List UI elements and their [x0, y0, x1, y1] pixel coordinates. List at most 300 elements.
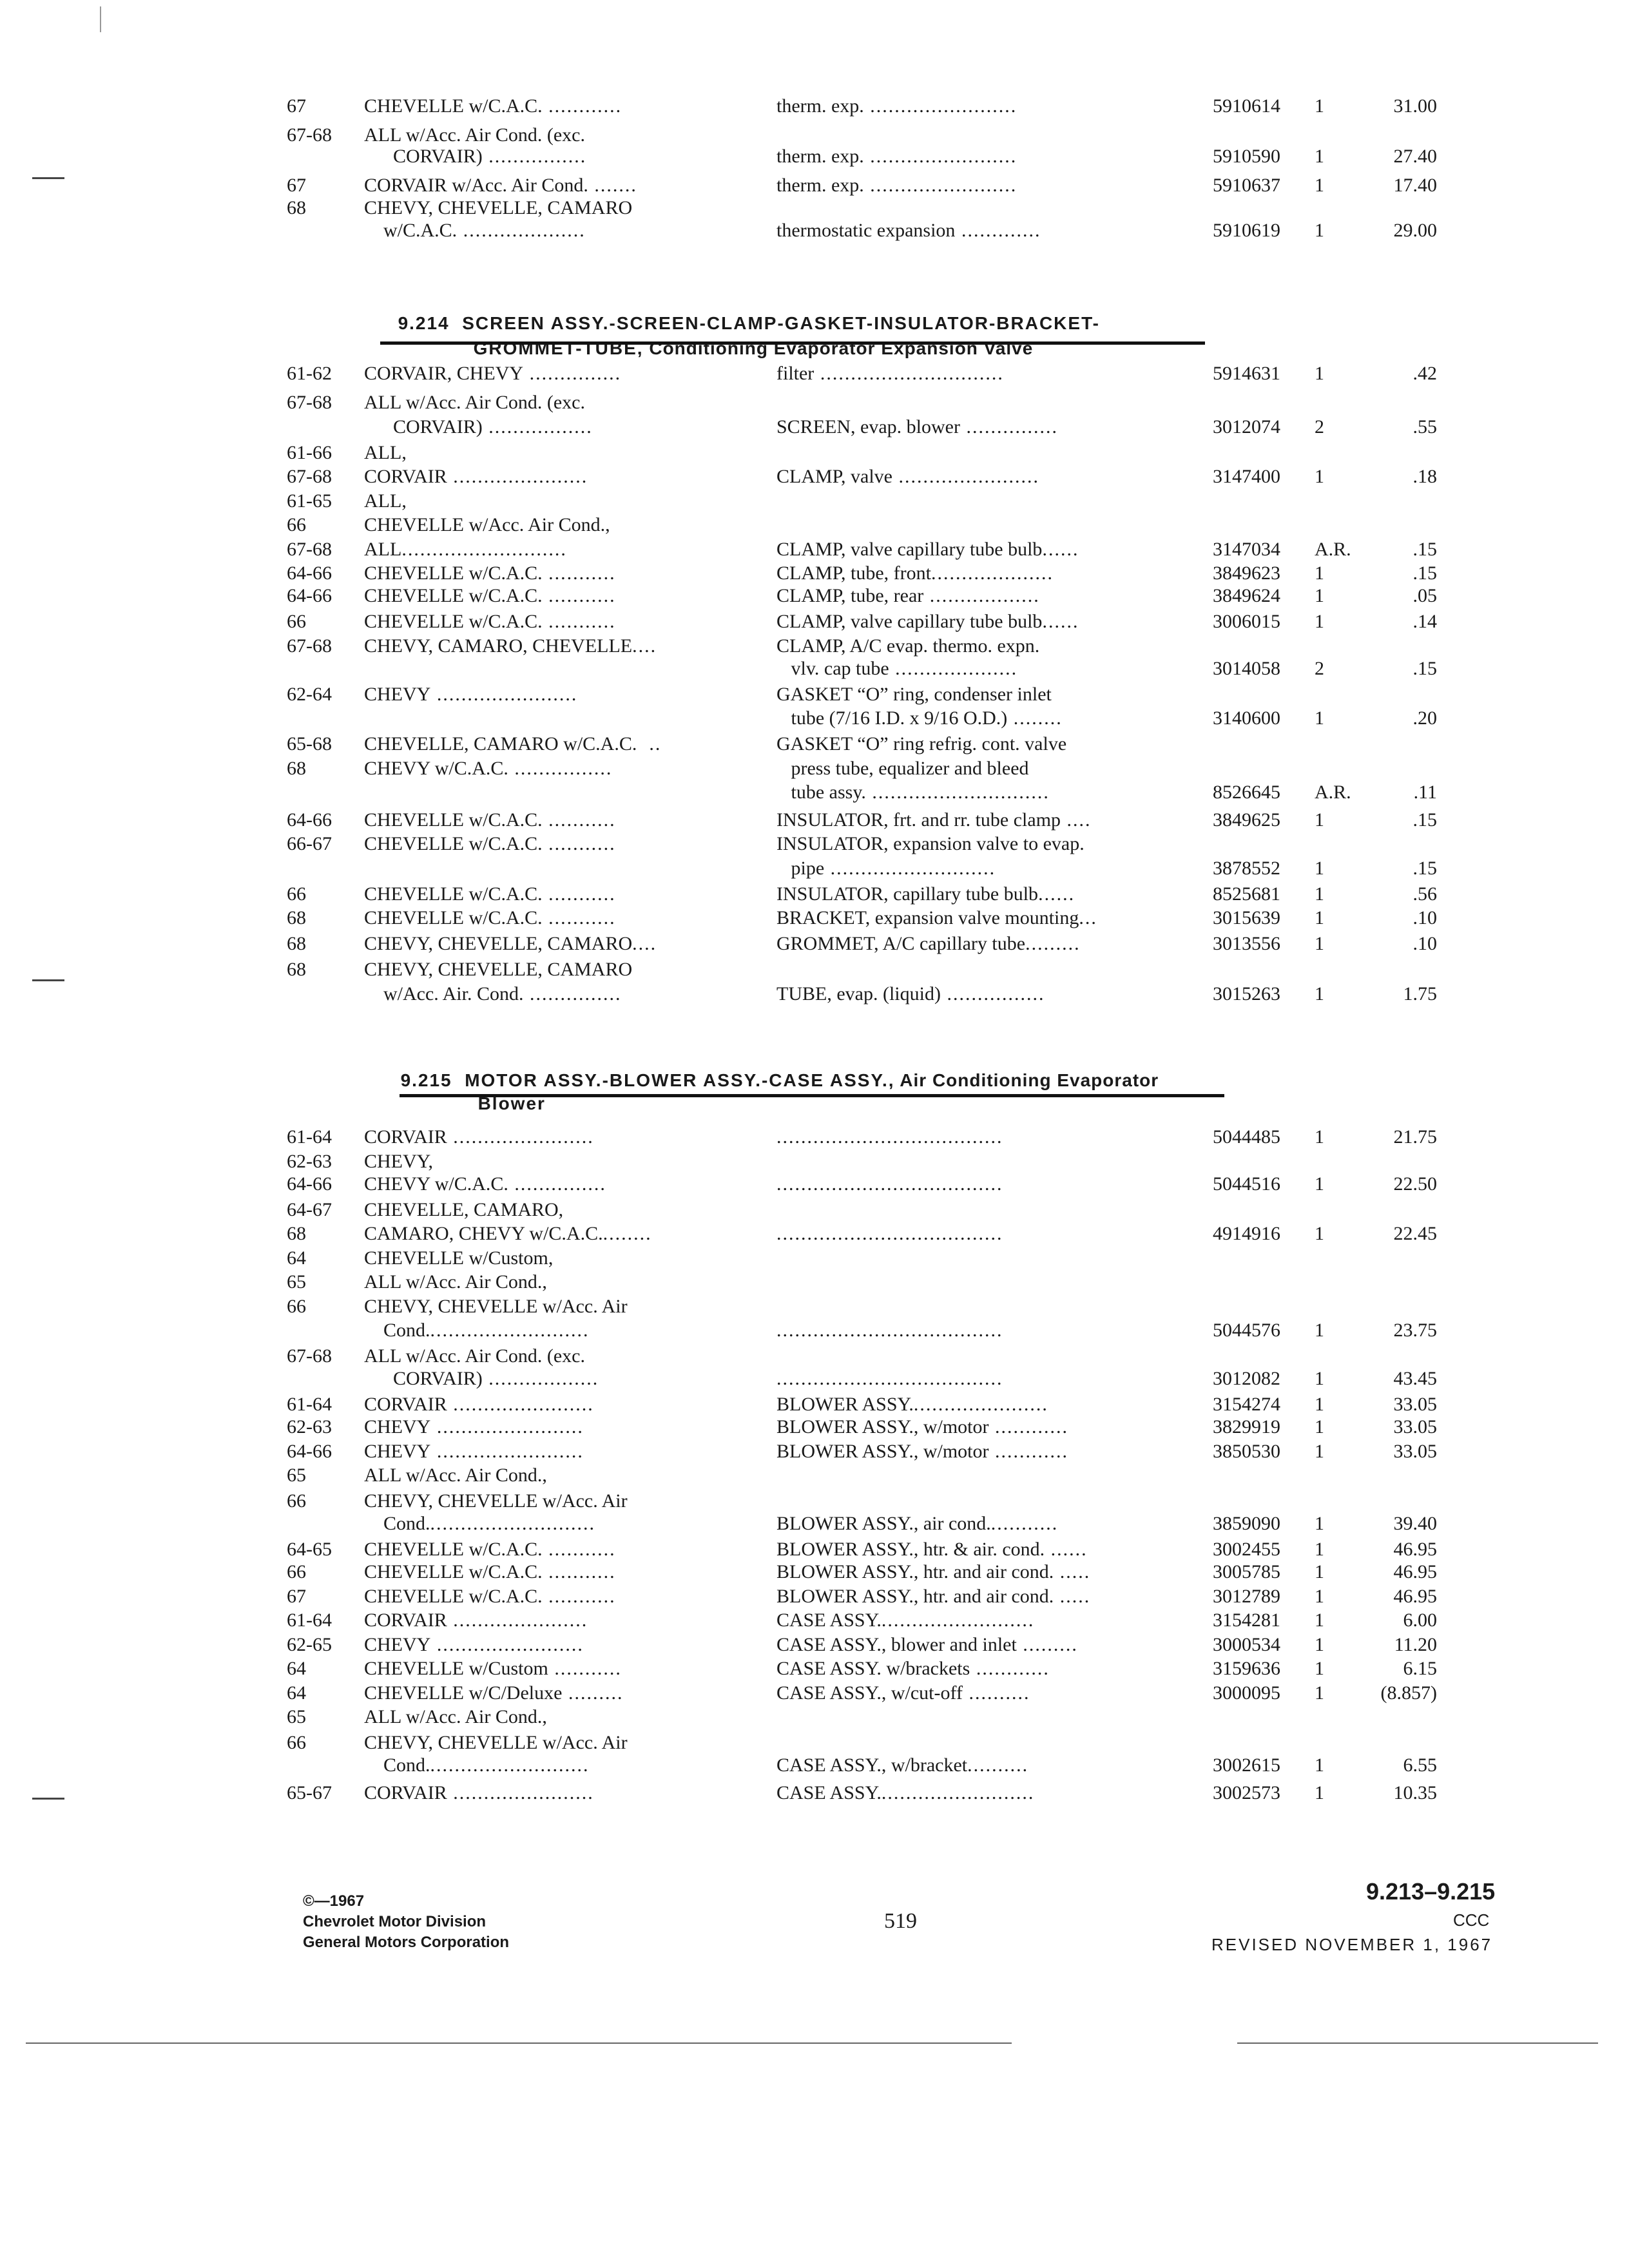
model-text: ALL w/Acc. Air Cond. (exc.: [364, 1345, 585, 1367]
desc-cell: [776, 1656, 1050, 1682]
year-cell: 66: [287, 1732, 306, 1753]
table-row: [0, 981, 1629, 1007]
part-number-cell: 3829919: [1213, 1416, 1280, 1437]
model-cell: [364, 1439, 584, 1465]
table-row: [0, 1488, 1629, 1514]
qty-cell: 1: [1315, 1126, 1324, 1148]
leader-dots: ..................: [482, 1368, 599, 1389]
price-cell: 6.55: [1403, 1754, 1437, 1776]
model-cell: [364, 1632, 584, 1658]
table-row: [0, 93, 1629, 119]
desc-text: CASE ASSY. w/brackets: [776, 1658, 970, 1679]
leader-dots: ....: [632, 933, 657, 954]
margin-tick: [100, 6, 101, 32]
part-number-cell: 5044516: [1213, 1173, 1280, 1195]
desc-cell: [776, 1366, 1003, 1392]
leader-dots: .......: [588, 175, 637, 196]
table-row: [0, 1780, 1629, 1806]
desc-text: tube (7/16 I.D. x 9/16 O.D.): [776, 707, 1008, 729]
part-number-cell: 3147034: [1213, 539, 1280, 560]
model-cell: [364, 561, 616, 586]
leader-dots: ...........: [542, 1561, 616, 1582]
model-cell: [364, 1488, 628, 1514]
price-cell: .05: [1412, 585, 1437, 606]
model-cell: [364, 1753, 590, 1778]
model-cell: [364, 1366, 599, 1392]
division-name: Chevrolet Motor Division: [303, 1913, 487, 1930]
leader-dots: ...........: [548, 1658, 622, 1679]
publisher-block: [303, 1891, 509, 1953]
price-cell: 39.40: [1393, 1513, 1437, 1534]
model-text: CHEVELLE w/C.A.C.: [364, 611, 543, 632]
model-text: CORVAIR: [364, 1394, 447, 1415]
leader-dots: ...........................: [401, 539, 567, 560]
model-cell: [364, 173, 637, 198]
leader-dots: .......................: [430, 684, 578, 705]
model-text: CHEVELLE w/C.A.C.: [364, 883, 543, 905]
part-number-cell: 3015639: [1213, 907, 1280, 928]
part-number-cell: 3859090: [1213, 1513, 1280, 1534]
part-number-cell: 3002573: [1213, 1782, 1280, 1803]
table-row: [0, 1656, 1629, 1682]
desc-text: therm. exp.: [776, 175, 864, 196]
price-cell: 10.35: [1393, 1782, 1437, 1803]
leader-dots: ....................: [457, 220, 586, 241]
year-cell: 66: [287, 514, 306, 535]
table-row: [0, 1366, 1629, 1392]
section-title-line2: GROMMET-TUBE,: [473, 338, 644, 358]
model-text: CHEVELLE w/C.A.C.: [364, 907, 543, 928]
desc-cell: [776, 981, 1045, 1007]
year-cell: 62-65: [287, 1634, 332, 1655]
model-cell: [364, 957, 632, 983]
part-number-cell: 3012789: [1213, 1586, 1280, 1607]
year-cell: 68: [287, 959, 306, 980]
corporation-name: General Motors Corporation: [303, 1934, 510, 1951]
model-text: w/C.A.C.: [364, 220, 458, 241]
model-text: CHEVELLE w/C.A.C.: [364, 1561, 543, 1582]
model-text: CHEVY, CHEVELLE w/Acc. Air: [364, 1490, 628, 1512]
part-number-cell: 3147400: [1213, 466, 1280, 487]
table-row: [0, 1269, 1629, 1295]
model-text: ALL: [364, 539, 402, 560]
section-rule: [380, 341, 1205, 345]
table-row: [0, 856, 1629, 881]
table-row: [0, 144, 1629, 169]
model-text: CHEVY: [364, 1634, 431, 1655]
part-number-cell: 5044485: [1213, 1126, 1280, 1148]
model-cell: [364, 583, 616, 609]
model-cell: [364, 905, 616, 931]
price-cell: 46.95: [1393, 1586, 1437, 1607]
desc-text: therm. exp.: [776, 95, 864, 117]
qty-cell: 1: [1315, 1223, 1324, 1244]
year-cell: 66: [287, 1490, 306, 1512]
qty-cell: A.R.: [1315, 539, 1351, 560]
year-cell: 64-67: [287, 1199, 332, 1220]
table-row: [0, 706, 1629, 731]
leader-dots: ........................: [863, 95, 1017, 117]
leader-dots: ........................: [863, 146, 1017, 167]
leader-dots: .............: [955, 220, 1041, 241]
part-number-cell: 3002455: [1213, 1539, 1280, 1560]
part-number-cell: 5910590: [1213, 146, 1280, 167]
part-number-cell: 3850530: [1213, 1441, 1280, 1462]
leader-dots: ...........: [990, 1513, 1059, 1534]
year-cell: 64-66: [287, 1441, 332, 1462]
part-number-cell: 3005785: [1213, 1561, 1280, 1582]
year-cell: 61-64: [287, 1394, 332, 1415]
price-cell: 29.00: [1393, 220, 1437, 241]
price-cell: 1.75: [1403, 983, 1437, 1004]
leader-dots: ...........................: [824, 858, 996, 879]
model-text: CHEVY, CHEVELLE w/Acc. Air: [364, 1296, 628, 1317]
year-cell: 61-65: [287, 490, 332, 512]
price-cell: .10: [1412, 933, 1437, 954]
model-cell: [364, 609, 616, 635]
model-cell: [364, 831, 616, 857]
price-cell: .18: [1412, 466, 1437, 487]
model-text: CHEVELLE w/C.A.C.: [364, 833, 543, 854]
model-cell: [364, 390, 585, 416]
desc-cell: [776, 144, 1017, 169]
price-cell: 11.20: [1394, 1634, 1437, 1655]
leader-dots: .........: [1025, 933, 1081, 954]
leader-dots: ........: [1007, 707, 1063, 729]
leader-dots: ......: [1042, 611, 1079, 632]
leader-dots: .........: [1016, 1634, 1078, 1655]
qty-cell: 1: [1315, 220, 1324, 241]
table-row: [0, 1704, 1629, 1730]
model-text: CORVAIR): [364, 416, 483, 437]
part-number-cell: 3849623: [1213, 562, 1280, 584]
desc-text: BLOWER ASSY., air cond.: [776, 1513, 991, 1534]
model-cell: [364, 1680, 623, 1706]
model-cell: [364, 1343, 585, 1369]
table-row: [0, 957, 1629, 983]
section-heading-9-215-line2: [465, 1067, 546, 1116]
leader-dots: ........................: [430, 1634, 584, 1655]
qty-cell: 1: [1315, 95, 1324, 117]
model-text: ALL w/Acc. Air Cond. (exc.: [364, 392, 585, 413]
model-cell: [364, 1392, 594, 1418]
desc-text: thermostatic expansion: [776, 220, 956, 241]
part-number-cell: 3000534: [1213, 1634, 1280, 1655]
table-row: [0, 1632, 1629, 1658]
leader-dots: .....................................: [776, 1173, 1003, 1195]
year-cell: 65-68: [287, 733, 332, 754]
leader-dots: .....: [1054, 1586, 1091, 1607]
table-row: [0, 1171, 1629, 1197]
desc-cell: [776, 931, 1081, 957]
part-number-cell: 3849624: [1213, 585, 1280, 606]
desc-text: CASE ASSY.: [776, 1610, 882, 1631]
desc-cell: [776, 807, 1092, 833]
part-number-cell: 3012074: [1213, 416, 1280, 437]
model-text: ALL w/Acc. Air Cond.,: [364, 1271, 547, 1293]
desc-text: BLOWER ASSY., htr. and air cond.: [776, 1586, 1054, 1607]
model-cell: [364, 981, 622, 1007]
table-row: [0, 361, 1629, 387]
desc-text: TUBE, evap. (liquid): [776, 983, 941, 1004]
qty-cell: 1: [1315, 611, 1324, 632]
leader-dots: ......: [1042, 539, 1079, 560]
table-row: [0, 1537, 1629, 1562]
qty-cell: 1: [1315, 1368, 1324, 1389]
model-cell: [364, 1656, 622, 1682]
qty-cell: 1: [1315, 1416, 1324, 1437]
desc-text: BLOWER ASSY., w/motor: [776, 1416, 989, 1437]
leader-dots: ........................: [430, 1441, 584, 1462]
price-cell: 33.05: [1393, 1394, 1437, 1415]
model-cell: [364, 1559, 616, 1585]
qty-cell: 1: [1315, 1754, 1324, 1776]
desc-cell: [776, 905, 1097, 931]
part-number-cell: 5910619: [1213, 220, 1280, 241]
part-number-cell: 3012082: [1213, 1368, 1280, 1389]
qty-cell: 1: [1315, 707, 1324, 729]
leader-dots: ................: [940, 983, 1045, 1004]
price-cell: 27.40: [1393, 146, 1437, 167]
desc-cell: [776, 1414, 1068, 1440]
desc-text: BLOWER ASSY., htr. & air. cond.: [776, 1539, 1045, 1560]
model-cell: [364, 881, 616, 907]
desc-cell: [776, 537, 1079, 562]
leader-dots: ........: [602, 1223, 652, 1244]
model-cell: [364, 1780, 594, 1806]
qty-cell: 1: [1315, 1610, 1324, 1631]
desc-text: CASE ASSY.: [776, 1782, 882, 1803]
leader-dots: ..............................: [814, 363, 1004, 384]
qty-cell: 1: [1315, 1658, 1324, 1679]
desc-text: CASE ASSY., w/cut-off: [776, 1682, 963, 1704]
desc-text: BRACKET, expansion valve mounting: [776, 907, 1079, 928]
year-cell: 67-68: [287, 1345, 332, 1367]
table-row: [0, 488, 1629, 514]
desc-text: INSULATOR, expansion valve to evap.: [776, 833, 1084, 854]
model-text: ALL,: [364, 442, 407, 463]
qty-cell: 1: [1315, 562, 1324, 584]
model-text: Cond.: [364, 1754, 430, 1776]
model-cell: [364, 1584, 616, 1610]
table-row: [0, 1753, 1629, 1778]
leader-dots: ....: [1061, 809, 1092, 831]
table-row: [0, 1294, 1629, 1320]
model-text: CHEVELLE w/C.A.C.: [364, 809, 543, 831]
qty-cell: 1: [1315, 933, 1324, 954]
desc-text: INSULATOR, frt. and rr. tube clamp: [776, 809, 1061, 831]
year-cell: 67-68: [287, 124, 332, 146]
model-text: CHEVY,: [364, 1151, 433, 1172]
year-cell: 61-66: [287, 442, 332, 463]
leader-dots: ....................: [931, 562, 1054, 584]
desc-cell: [776, 656, 1017, 682]
table-row: [0, 1318, 1629, 1343]
section-number: 9.214: [398, 313, 450, 333]
year-cell: 65: [287, 1271, 306, 1293]
qty-cell: 1: [1315, 858, 1324, 879]
model-cell: [364, 633, 657, 659]
model-text: Cond.: [364, 1320, 430, 1341]
leader-dots: .......................: [447, 1782, 594, 1803]
qty-cell: A.R.: [1315, 782, 1351, 803]
price-cell: 33.05: [1393, 1416, 1437, 1437]
model-cell: [364, 1221, 652, 1247]
section-subtitle: Conditioning Evaporator Expansion Valve: [643, 338, 1034, 358]
desc-text: BLOWER ASSY., htr. and air cond.: [776, 1561, 1054, 1582]
table-row: [0, 807, 1629, 833]
leader-dots: ...........: [542, 1539, 616, 1560]
leader-dots: ......................: [447, 466, 588, 487]
table-row: [0, 1149, 1629, 1175]
table-row: [0, 1392, 1629, 1418]
model-text: CHEVY: [364, 684, 431, 705]
model-cell: [364, 1294, 628, 1320]
desc-text: CASE ASSY., blower and inlet: [776, 1634, 1017, 1655]
model-text: CHEVY, CHEVELLE, CAMARO: [364, 933, 633, 954]
section-title-line1: SCREEN ASSY.-SCREEN-CLAMP-GASKET-INSULATOR-BRACKET-: [462, 313, 1100, 333]
leader-dots: ...............: [523, 363, 622, 384]
desc-text: vlv. cap tube: [776, 658, 889, 679]
desc-text: BLOWER ASSY.: [776, 1394, 914, 1415]
bottom-rule: [1237, 2042, 1598, 2044]
desc-cell: [776, 1124, 1003, 1150]
table-row: [0, 537, 1629, 562]
leader-dots: ......: [1038, 883, 1075, 905]
model-text: CORVAIR: [364, 1126, 447, 1148]
year-cell: 68: [287, 197, 306, 218]
desc-text: INSULATOR, capillary tube bulb: [776, 883, 1039, 905]
desc-cell: [776, 1392, 1048, 1418]
section-title-line1: MOTOR ASSY.-BLOWER ASSY.-CASE ASSY.,: [465, 1070, 895, 1090]
year-cell: 66: [287, 1561, 306, 1582]
model-cell: [364, 488, 407, 514]
model-text: CHEVY, CHEVELLE w/Acc. Air: [364, 1732, 628, 1753]
year-cell: 67-68: [287, 635, 332, 657]
qty-cell: 1: [1315, 983, 1324, 1004]
leader-dots: ...........: [542, 907, 616, 928]
desc-cell: [776, 464, 1039, 490]
year-cell: 64: [287, 1247, 306, 1269]
leader-dots: ....................: [889, 658, 1018, 679]
leader-dots: ...............: [959, 416, 1058, 437]
year-cell: 68: [287, 933, 306, 954]
price-cell: 43.45: [1393, 1368, 1437, 1389]
desc-text: CASE ASSY., w/bracket: [776, 1754, 968, 1776]
leader-dots: .........: [562, 1682, 624, 1704]
price-cell: 31.00: [1393, 95, 1437, 117]
model-cell: [364, 1124, 594, 1150]
table-row: [0, 633, 1629, 659]
model-text: CHEVELLE w/C.A.C.: [364, 1586, 543, 1607]
desc-cell: [776, 173, 1017, 198]
qty-cell: 1: [1315, 585, 1324, 606]
leader-dots: ...: [1079, 907, 1097, 928]
year-cell: 67: [287, 1586, 306, 1607]
leader-dots: ................: [482, 146, 587, 167]
table-row: [0, 414, 1629, 440]
price-cell: 6.00: [1403, 1610, 1437, 1631]
section-number: 9.215: [400, 1070, 452, 1090]
section-rule: [400, 1094, 1224, 1097]
price-cell: .42: [1412, 363, 1437, 384]
desc-cell: [776, 1608, 1034, 1633]
leader-dots: ..........: [962, 1682, 1030, 1704]
leader-dots: ............: [988, 1416, 1068, 1437]
year-cell: 67-68: [287, 392, 332, 413]
model-cell: [364, 1608, 588, 1633]
price-cell: .14: [1412, 611, 1437, 632]
desc-cell: [776, 633, 1039, 659]
section-range: 9.213–9.215: [1366, 1878, 1496, 1905]
leader-dots: .....: [1054, 1561, 1091, 1582]
model-cell: [364, 361, 621, 387]
desc-text: GROMMET, A/C capillary tube: [776, 933, 1026, 954]
model-text: CHEVY: [364, 1416, 431, 1437]
desc-cell: [776, 856, 996, 881]
leader-dots: ..........: [967, 1754, 1029, 1776]
table-row: [0, 780, 1629, 805]
model-cell: [364, 1730, 628, 1756]
leader-dots: ..........................: [430, 1754, 590, 1776]
table-row: [0, 561, 1629, 586]
model-cell: [364, 144, 586, 169]
model-cell: [364, 1171, 606, 1197]
desc-cell: [776, 1318, 1003, 1343]
table-row: [0, 583, 1629, 609]
qty-cell: 1: [1315, 883, 1324, 905]
price-cell: .15: [1412, 809, 1437, 831]
year-cell: 66-67: [287, 833, 332, 854]
leader-dots: .................: [482, 416, 593, 437]
price-cell: .55: [1412, 416, 1437, 437]
leader-dots: ............: [988, 1441, 1068, 1462]
table-row: [0, 173, 1629, 198]
price-cell: 46.95: [1393, 1539, 1437, 1560]
model-text: CORVAIR, CHEVY: [364, 363, 524, 384]
model-text: CHEVELLE w/Acc. Air Cond.,: [364, 514, 610, 535]
leader-dots: ......................: [913, 1394, 1048, 1415]
model-text: CHEVELLE w/Custom: [364, 1658, 548, 1679]
table-row: [0, 440, 1629, 466]
part-number-cell: 3159636: [1213, 1658, 1280, 1679]
model-cell: [364, 93, 622, 119]
model-cell: ALL w/Acc. Air Cond. (exc.: [364, 124, 585, 146]
leader-dots: ...........: [542, 585, 616, 606]
desc-cell: [776, 831, 1084, 857]
leader-dots: ....: [632, 635, 657, 657]
year-cell: 64-65: [287, 1539, 332, 1560]
qty-cell: 1: [1315, 1634, 1324, 1655]
leader-dots: .......................: [447, 1394, 594, 1415]
qty-cell: 2: [1315, 416, 1324, 437]
leader-dots: .........................: [881, 1782, 1035, 1803]
year-cell: 65: [287, 1706, 306, 1727]
model-cell: [364, 537, 567, 562]
price-cell: 46.95: [1393, 1561, 1437, 1582]
price-cell: .15: [1412, 858, 1437, 879]
model-text: ALL w/Acc. Air Cond.,: [364, 1706, 547, 1727]
desc-text: therm. exp.: [776, 146, 864, 167]
model-cell: [364, 1149, 433, 1175]
price-cell: 23.75: [1393, 1320, 1437, 1341]
model-text: CHEVELLE w/C.A.C.: [364, 562, 543, 584]
desc-cell: [776, 609, 1079, 635]
leader-dots: .............................: [865, 782, 1050, 803]
leader-dots: ...........: [542, 833, 616, 854]
qty-cell: 1: [1315, 1320, 1324, 1341]
margin-mark: [32, 979, 64, 981]
